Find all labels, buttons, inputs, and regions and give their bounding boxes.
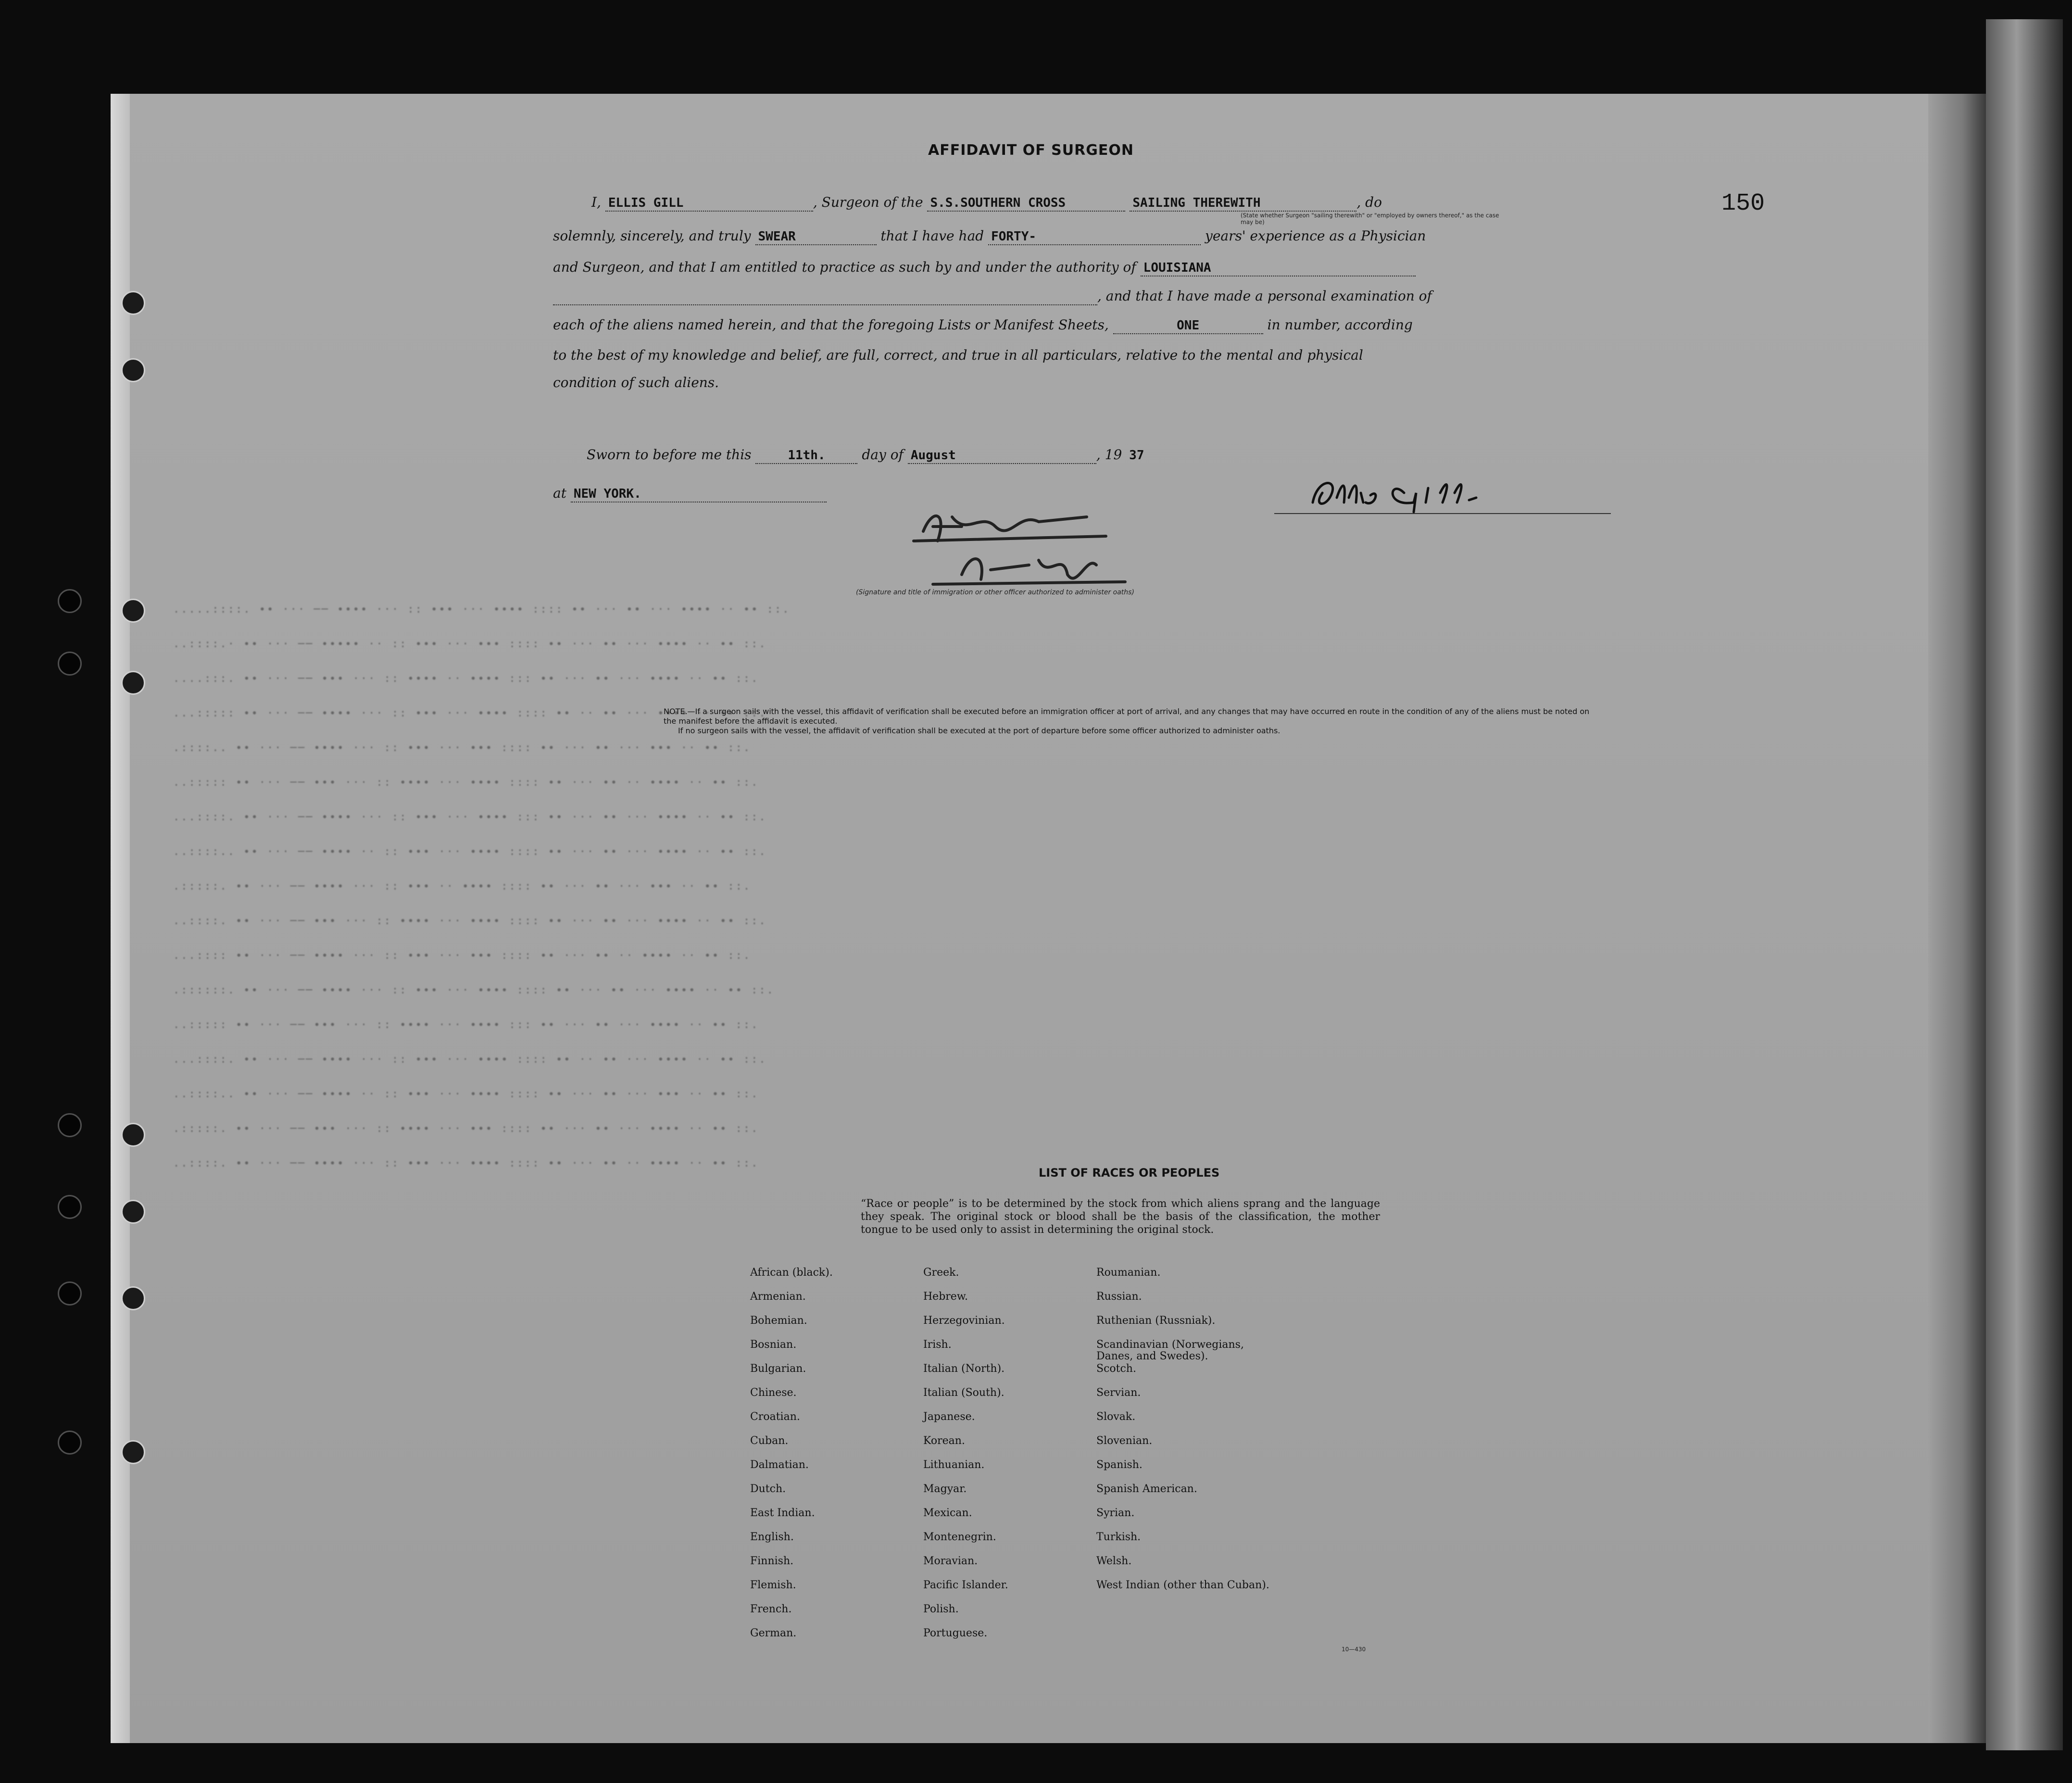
race-list-item: Slovak. bbox=[1096, 1411, 1136, 1423]
sworn-month-field: August bbox=[908, 448, 1096, 464]
race-list-item: French. bbox=[750, 1603, 792, 1615]
race-list-item: Spanish. bbox=[1096, 1459, 1143, 1471]
officer-signature-caption: (Signature and title of immigration or other officer authorized to administer oaths) bbox=[856, 589, 1134, 596]
note-paragraph-1: NOTE.—If a surgeon sails with the vessel, this affidavit of verification shall be executed before an immigration officer at port of arrival, and any changes that may have occurred en route in the condition of any of the aliens must be noted on the manifest before the affidavit is executed. bbox=[664, 707, 1590, 726]
surgeon-name-field: ELLIS GILL bbox=[605, 195, 813, 212]
bleed-through-rows: .....::::. ∙∙ ··· ── ∙∙∙∙ ··· :: ∙∙∙ ··· ∙∙∙∙ :::: ∙∙ ··· ∙∙ ··· ∙∙∙∙ ·· ∙∙ ::. ..::::.· ∙∙ ··· ── ∙∙∙∙∙ ·· :: ∙∙∙ ··· ∙∙∙ :::: ∙∙ ··· ∙∙ ··· ∙∙∙∙ ·· ∙∙ ::. ....:::. ∙∙ ··· ── ∙∙∙ ··· :: ∙∙∙∙ ·· ∙∙∙∙ ::: ∙∙ ··· ∙∙ ··· ∙∙∙∙ ·· ∙∙ ::. ...::::: ∙∙ ··· ── ∙∙∙∙ ··· :: ∙∙∙ ··· ∙∙∙∙ :::: ∙∙ ·· ∙∙ ··· ∙∙∙∙ ·· ∙∙ ::. .::::.. ∙∙ ··· ── ∙∙∙∙ ··· :: ∙∙∙ ··· ∙∙∙ :::: ∙∙ ··· ∙∙ ··· ∙∙∙ ·· ∙∙ ::. ..::::: ∙∙ ··· ── ∙∙∙ ··· :: ∙∙∙∙ ··· ∙∙∙∙ :::: ∙∙ ··· ∙∙ ·· ∙∙∙∙ ·· ∙∙ ::. ...::::. ∙∙ ··· ── ∙∙∙∙ ··· :: ∙∙∙ ··· ∙∙∙∙ ::: ∙∙ ··· ∙∙ ··· ∙∙∙∙ ·· ∙∙ ::. ..::::.. ∙∙ ··· ── ∙∙∙∙ ·· :: ∙∙∙ ··· ∙∙∙∙ :::: ∙∙ ··· ∙∙ ··· ∙∙∙∙ ·· ∙∙ ::. .:::::. ∙∙ ··· ── ∙∙∙∙ ··· :: ∙∙∙ ·· ∙∙∙∙ :::: ∙∙ ··· ∙∙ ··· ∙∙∙ ·· ∙∙ ::. ..::::. ∙∙ ··· ── ∙∙∙ ··· :: ∙∙∙∙ ··· ∙∙∙∙ :::: ∙∙ ··· ∙∙ ··· ∙∙∙∙ ·· ∙∙ ::. ...:::: ∙∙ ··· ── ∙∙∙∙ ··· :: ∙∙∙ ··· ∙∙∙ :::: ∙∙ ··· ∙∙ ·· ∙∙∙∙ ·· ∙∙ ::. .::::::. ∙∙ ··· ── ∙∙∙∙ ··· :: ∙∙∙ ··· ∙∙∙∙ :::: ∙∙ ··· ∙∙ ··· ∙∙∙∙ ·· ∙∙ ::. ..::::: ∙∙ ··· ── ∙∙∙ ··· :: ∙∙∙∙ ··· ∙∙∙∙ ::: ∙∙ ··· ∙∙ ··· ∙∙∙∙ ·· ∙∙ ::. ...::::. ∙∙ ··· ── ∙∙∙∙ ··· :: ∙∙∙ ··· ∙∙∙∙ :::: ∙∙ ·· ∙∙ ··· ∙∙∙∙ ·· ∙∙ ::. ..::::.. ∙∙ ··· ── ∙∙∙∙ ·· :: ∙∙∙ ··· ∙∙∙∙ :::: ∙∙ ··· ∙∙ ··· ∙∙∙ ·· ∙∙ ::. .:::::. ∙∙ ··· ── ∙∙∙ ··· :: ∙∙∙∙ ··· ∙∙∙ :::: ∙∙ ··· ∙∙ ··· ∙∙∙∙ ·· ∙∙ ::. ..::::. ∙∙ ··· ── ∙∙∙∙ ··· :: ∙∙∙ ··· ∙∙∙∙ :::: ∙∙ ··· ∙∙ ·· ∙∙∙∙ ·· ∙∙ ::. bbox=[173, 603, 791, 1169]
manifest-sheets-count-field: ONE bbox=[1113, 318, 1263, 334]
race-list-item: Spanish American. bbox=[1096, 1483, 1197, 1495]
affidavit-line-3: and Surgeon, and that I am entitled to practice as such by and under the authority of LOUISIANA bbox=[553, 260, 1416, 276]
sworn-year-field: 37 bbox=[1129, 448, 1144, 463]
surgeon-signature bbox=[1303, 474, 1601, 517]
race-list-item: Dalmatian. bbox=[750, 1459, 809, 1471]
race-list-item: Scotch. bbox=[1096, 1363, 1136, 1375]
race-list-item: East Indian. bbox=[750, 1507, 815, 1519]
binder-hole bbox=[121, 291, 145, 315]
race-list-item: Finnish. bbox=[750, 1555, 794, 1567]
years-experience-field: FORTY- bbox=[988, 229, 1201, 245]
race-list-item: Cuban. bbox=[750, 1435, 789, 1447]
note-paragraph-2: If no surgeon sails with the vessel, the affidavit of verification shall be executed at the port of departure before some officer authorized to administer oaths. bbox=[678, 726, 1281, 735]
race-list-item: Armenian. bbox=[750, 1291, 806, 1303]
race-list-item: Lithuanian. bbox=[923, 1459, 985, 1471]
signature-line bbox=[1274, 513, 1611, 514]
sailing-status-note: (State whether Surgeon "sailing therewith" or "employed by owners thereof," as the case may be) bbox=[1241, 212, 1499, 226]
page-edge-shadow bbox=[1928, 94, 1986, 1743]
binder-hole bbox=[58, 1281, 82, 1306]
affidavit-line-4: , and that I have made a personal examination of bbox=[553, 289, 1432, 305]
race-list-item: Bosnian. bbox=[750, 1339, 797, 1351]
binder-hole bbox=[121, 358, 145, 382]
race-list-item: Polish. bbox=[923, 1603, 959, 1615]
place-line: at NEW YORK. bbox=[553, 486, 827, 502]
race-list-item: Korean. bbox=[923, 1435, 965, 1447]
race-list-item: Mexican. bbox=[923, 1507, 972, 1519]
race-list-item: Magyar. bbox=[923, 1483, 967, 1495]
race-list-item: Montenegrin. bbox=[923, 1531, 996, 1543]
races-column-1 bbox=[750, 1267, 909, 1652]
binder-hole bbox=[121, 671, 145, 695]
races-column-2 bbox=[923, 1267, 1082, 1652]
binder-hole bbox=[58, 589, 82, 613]
races-list-title: LIST OF RACES OR PEOPLES bbox=[1039, 1166, 1220, 1180]
race-list-item: Japanese. bbox=[923, 1411, 975, 1423]
race-list-item: Ruthenian (Russniak). bbox=[1096, 1315, 1216, 1327]
race-list-item: Portuguese. bbox=[923, 1627, 988, 1639]
sworn-day-field: 11th. bbox=[755, 448, 857, 464]
affidavit-line-6: to the best of my knowledge and belief, are full, correct, and true in all particulars, relative to the mental and physical bbox=[553, 347, 1363, 363]
place-field: NEW YORK. bbox=[571, 486, 827, 502]
authority-field: LOUISIANA bbox=[1141, 260, 1416, 276]
race-list-item: Russian. bbox=[1096, 1291, 1142, 1303]
race-list-item: Roumanian. bbox=[1096, 1267, 1161, 1279]
vessel-name-field: S.S.SOUTHERN CROSS bbox=[927, 195, 1125, 212]
race-list-item: Syrian. bbox=[1096, 1507, 1135, 1519]
manifest-page bbox=[111, 94, 1986, 1743]
binder-hole bbox=[121, 1286, 145, 1310]
document-heading: AFFIDAVIT OF SURGEON bbox=[928, 142, 1134, 159]
race-list-item: Bulgarian. bbox=[750, 1363, 806, 1375]
races-column-3 bbox=[1096, 1267, 1279, 1604]
affidavit-line-1: I, ELLIS GILL , Surgeon of the S.S.SOUTHERN CROSS SAILING THEREWITH , do bbox=[591, 195, 1382, 212]
binder-hole bbox=[121, 599, 145, 623]
binder-hole bbox=[58, 1113, 82, 1137]
officer-signature bbox=[904, 498, 1144, 594]
race-list-item: Chinese. bbox=[750, 1387, 797, 1399]
race-list-item: Irish. bbox=[923, 1339, 952, 1351]
races-list-intro: “Race or people” is to be determined by the stock from which aliens sprang and the language they speak. The original stock or blood shall be the basis of the classification, the mother tongue to be used only to assist in determining the original stock. bbox=[861, 1198, 1380, 1236]
race-list-item: Italian (South). bbox=[923, 1387, 1005, 1399]
race-list-item: West Indian (other than Cuban). bbox=[1096, 1579, 1269, 1591]
affidavit-line-2: solemnly, sincerely, and truly SWEAR that I have had FORTY- years' experience as a Physician bbox=[553, 228, 1426, 245]
race-list-item: Scandinavian (Norwegians, Danes, and Swedes). bbox=[1096, 1339, 1244, 1362]
binder-hole bbox=[58, 652, 82, 676]
race-list-item: African (black). bbox=[750, 1267, 833, 1279]
race-list-item: Moravian. bbox=[923, 1555, 978, 1567]
binder-hole bbox=[58, 1431, 82, 1455]
form-code: 10—430 bbox=[1342, 1646, 1366, 1653]
affidavit-line-5: each of the aliens named herein, and that the foregoing Lists or Manifest Sheets, ONE in number, according bbox=[553, 317, 1413, 334]
affidavit-note bbox=[664, 707, 1601, 736]
sailing-status-field: SAILING THEREWITH bbox=[1130, 195, 1356, 212]
race-list-item: German. bbox=[750, 1627, 797, 1639]
race-list-item: Turkish. bbox=[1096, 1531, 1141, 1543]
race-list-item: Greek. bbox=[923, 1267, 959, 1279]
binder-hole bbox=[121, 1123, 145, 1147]
race-list-item: Flemish. bbox=[750, 1579, 796, 1591]
race-list-item: Herzegovinian. bbox=[923, 1315, 1005, 1327]
race-list-item: Pacific Islander. bbox=[923, 1579, 1008, 1591]
race-list-item: Servian. bbox=[1096, 1387, 1141, 1399]
race-list-item: Italian (North). bbox=[923, 1363, 1005, 1375]
binding-strip bbox=[111, 94, 130, 1743]
page-number: 150 bbox=[1721, 190, 1765, 217]
race-list-item: Welsh. bbox=[1096, 1555, 1132, 1567]
authority-continuation-field bbox=[553, 289, 1097, 305]
binder-hole bbox=[121, 1440, 145, 1464]
race-list-item: English. bbox=[750, 1531, 794, 1543]
adjacent-page-edge bbox=[1986, 19, 2063, 1750]
oath-field: SWEAR bbox=[755, 229, 877, 245]
race-list-item: Bohemian. bbox=[750, 1315, 807, 1327]
affidavit-line-7: condition of such aliens. bbox=[553, 375, 719, 390]
race-list-item: Croatian. bbox=[750, 1411, 800, 1423]
binder-hole bbox=[58, 1195, 82, 1219]
binder-hole bbox=[121, 1200, 145, 1224]
race-list-item: Hebrew. bbox=[923, 1291, 968, 1303]
sworn-line: Sworn to before me this 11th. day of August , 19 37 bbox=[587, 447, 1161, 464]
race-list-item: Dutch. bbox=[750, 1483, 786, 1495]
race-list-item: Slovenian. bbox=[1096, 1435, 1153, 1447]
